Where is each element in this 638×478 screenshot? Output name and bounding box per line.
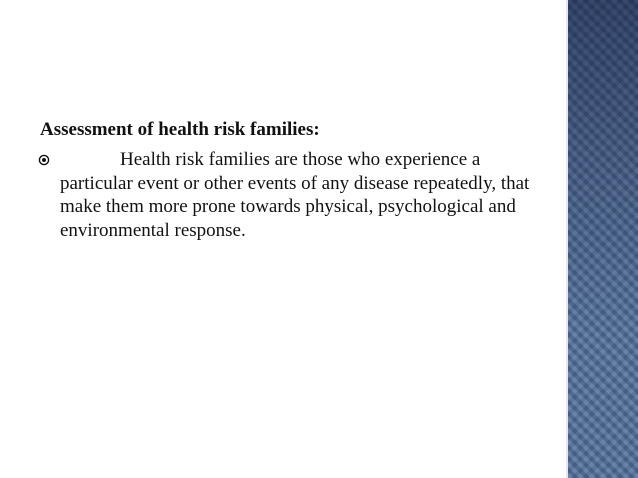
bullet-item	[40, 148, 550, 242]
slide-heading: Assessment of health risk families:	[40, 119, 320, 140]
circled-dot-bullet-icon	[38, 154, 50, 166]
bullet-text: Health risk families are those who experience a particular event or other events of any disease repeatedly, that make them more prone towards physical, psychological and environmental response.	[60, 149, 530, 241]
decorative-side-band	[568, 0, 638, 478]
slide-content	[40, 118, 550, 242]
